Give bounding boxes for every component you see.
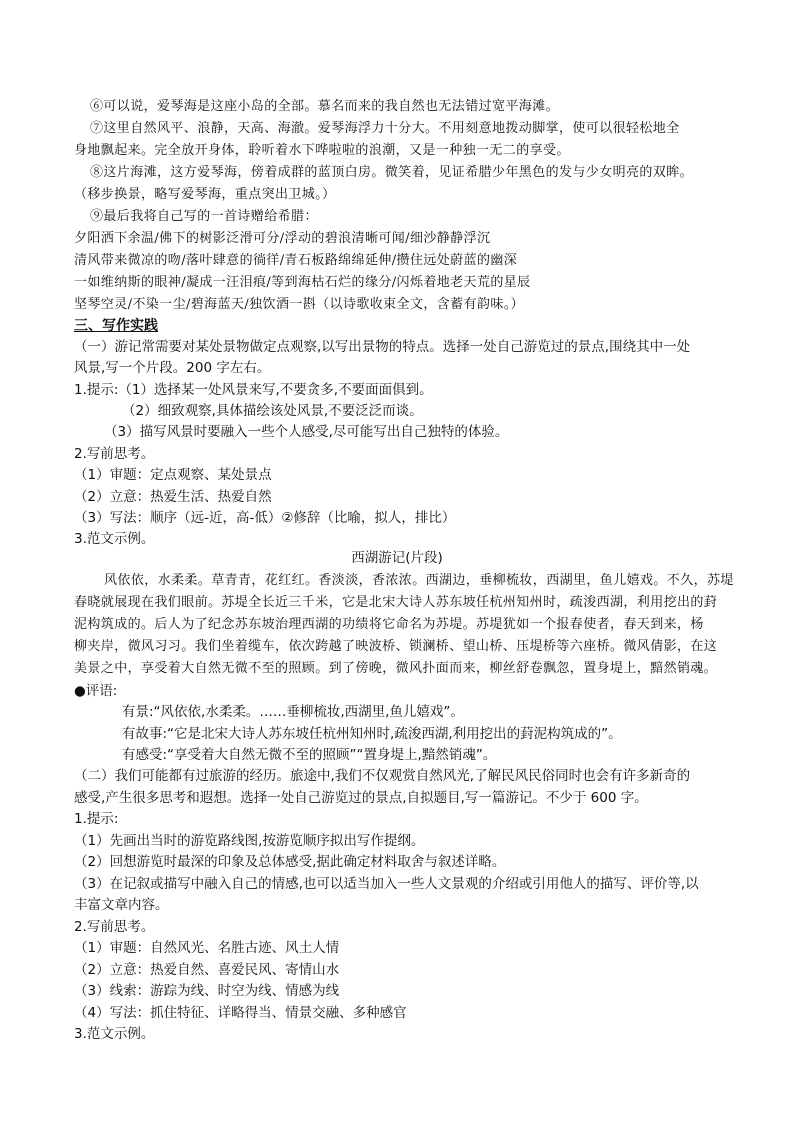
comment-story: 有故事:“它是北宋大诗人苏东坡任杭州知州时,疏浚西湖,利用挖出的葑泥构筑成的”。 xyxy=(122,726,622,742)
sample-line-4: 柳夹岸，微风习习。我们坐着缆车，依次跨越了映波桥、锁澜桥、望山桥、压堤桥等六座桥。微风倩影，在这 xyxy=(74,639,718,654)
part1-prompt: （一）游记常需要对某处景物做定点观察,以写出景物的特点。选择一处自己游览过的景点,围绕其中一处 xyxy=(74,339,691,355)
part1-tip-3: （3）描写风景时要融入一些个人感受,尽可能写出自己独特的体验。 xyxy=(104,424,509,440)
poem-line-4: 坚琴空灵/不染一尘/碧海蓝天/独饮酒一斟（以诗歌收束全文，含蓄有韵味。） xyxy=(74,297,525,312)
comment-label: ●评语: xyxy=(74,683,118,699)
part2-tip-3-cont: 丰富文章内容。 xyxy=(74,897,169,913)
part1-tip-2: （2）细致观察,具体描绘该处风景,不要泛泛而谈。 xyxy=(122,403,423,419)
sample-line-5: 美景之中，享受着大自然无微不至的照顾。到了傍晚，微风扑面而来，柳丝舒卷飘忽，置身堤上，黯然销魂。 xyxy=(74,661,718,676)
poem-line-1: 夕阳洒下余温/佛下的树影泛滑可分/浮动的碧浪清晰可闻/细沙静静浮沉 xyxy=(74,231,491,246)
part2-tip-2: （2）回想游览时最深的印象及总体感受,据此确定材料取舍与叙述详略。 xyxy=(74,854,506,870)
poem-line-3: 一如维纳斯的眼神/凝成一汪泪痕/等到海枯石烂的缘分/闪烁着地老天荒的星辰 xyxy=(74,275,531,290)
part1-tip-1: 1.提示:（1）选择某一处风景来写,不要贪多,不要面面俱到。 xyxy=(74,382,433,398)
sample-line-1: 风依依，水柔柔。草青青，花红红。香淡淡，香浓浓。西湖边，垂柳梳妆，西湖里，鱼儿嬉戏。不久，苏堤 xyxy=(104,573,734,588)
section-title-text: 三、写作实践 xyxy=(74,318,158,334)
part1-thinking-2: （2）立意：热爱生活、热爱自然 xyxy=(74,489,272,505)
essay-annotation: （移步换景，略写爱琴海，重点突出卫城。） xyxy=(74,187,336,202)
part2-thinking-3: （3）线索：游踪为线、时空为线、情感为线 xyxy=(74,983,340,999)
part2-sample-label: 3.范文示例。 xyxy=(74,1026,155,1042)
part1-sample-label: 3.范文示例。 xyxy=(74,531,155,547)
sample-title: 西湖游记(片段) xyxy=(351,550,443,566)
comment-scenery: 有景:“风依依,水柔柔。……垂柳梳妆,西湖里,鱼儿嬉戏”。 xyxy=(122,704,464,720)
part2-prompt: （二）我们可能都有过旅游的经历。旅途中,我们不仅观赏自然风光,了解民风民俗同时也会有许多新奇的 xyxy=(74,768,691,784)
part1-thinking-3: （3）写法：顺序（远-近，高-低）②修辞（比喻，拟人，排比） xyxy=(74,510,456,526)
essay-paragraph-7-cont: 身地飘起来。完全放开身体，聆听着水下哗啦啦的浪潮，又是一种独一无二的享受。 xyxy=(74,143,570,158)
essay-paragraph-8: ⑧这片海滩，这方爱琴海，傍着成群的蓝顶白房。微笑着，见证希腊少年黑色的发与少女明亮的双眸。 xyxy=(90,165,694,180)
poem-line-2: 清风带来微凉的吻/落叶肆意的徜徉/青石板路绵绵延伸/攒住远处蔚蓝的幽深 xyxy=(74,253,518,268)
part2-thinking-2: （2）立意：热爱自然、喜爱民风、寄情山水 xyxy=(74,962,340,978)
part1-thinking-1: （1）审题：定点观察、某处景点 xyxy=(74,467,272,483)
sample-line-2: 春晓就展现在我们眼前。苏堤全长近三千米，它是北宋大诗人苏东坡任杭州知州时，疏浚西湖，利用挖出的葑 xyxy=(74,595,718,610)
part2-thinking-1: （1）审题：自然风光、名胜古迹、风土人情 xyxy=(74,940,340,956)
essay-paragraph-9: ⑨最后我将自己写的一首诗赠给希腊： xyxy=(90,209,318,224)
part1-thinking: 2.写前思考。 xyxy=(74,446,155,462)
essay-paragraph-6: ⑥可以说，爱琴海是这座小岛的全部。慕名而来的我自然也无法错过宽平海滩。 xyxy=(90,99,560,114)
part2-thinking: 2.写前思考。 xyxy=(74,919,155,935)
part2-prompt-cont: 感受,产生很多思考和遐想。选择一处自己游览过的景点,自拟题目,写一篇游记。不少于 600 字。 xyxy=(74,790,648,806)
part2-tip-3: （3）在记叙或描写中融入自己的情感,也可以适当加入一些人文景观的介绍或引用他人的描写、评价等,以 xyxy=(74,876,699,892)
part2-tips-label: 1.提示: xyxy=(74,811,119,827)
part2-thinking-4: （4）写法：抓住特征、详略得当、情景交融、多种感官 xyxy=(74,1005,407,1021)
sample-line-3: 泥构筑成的。后人为了纪念苏东坡治理西湖的功绩将它命名为苏堤。苏堤犹如一个报春使者，春天到来，杨 xyxy=(74,617,704,632)
part2-tip-1: （1）先画出当时的游览路线图,按游览顺序拟出写作提纲。 xyxy=(74,833,425,849)
part1-prompt-cont: 风景,写一个片段。200 字左右。 xyxy=(74,360,271,376)
section-title xyxy=(74,316,158,336)
comment-feeling: 有感受:“享受着大自然无微不至的照顾”“置身堤上,黯然销魂”。 xyxy=(122,747,497,763)
essay-paragraph-7: ⑦这里自然风平、浪静，天高、海澈。爱琴海浮力十分大。不用刻意地拨动脚掌，使可以很轻松地全 xyxy=(90,121,680,136)
